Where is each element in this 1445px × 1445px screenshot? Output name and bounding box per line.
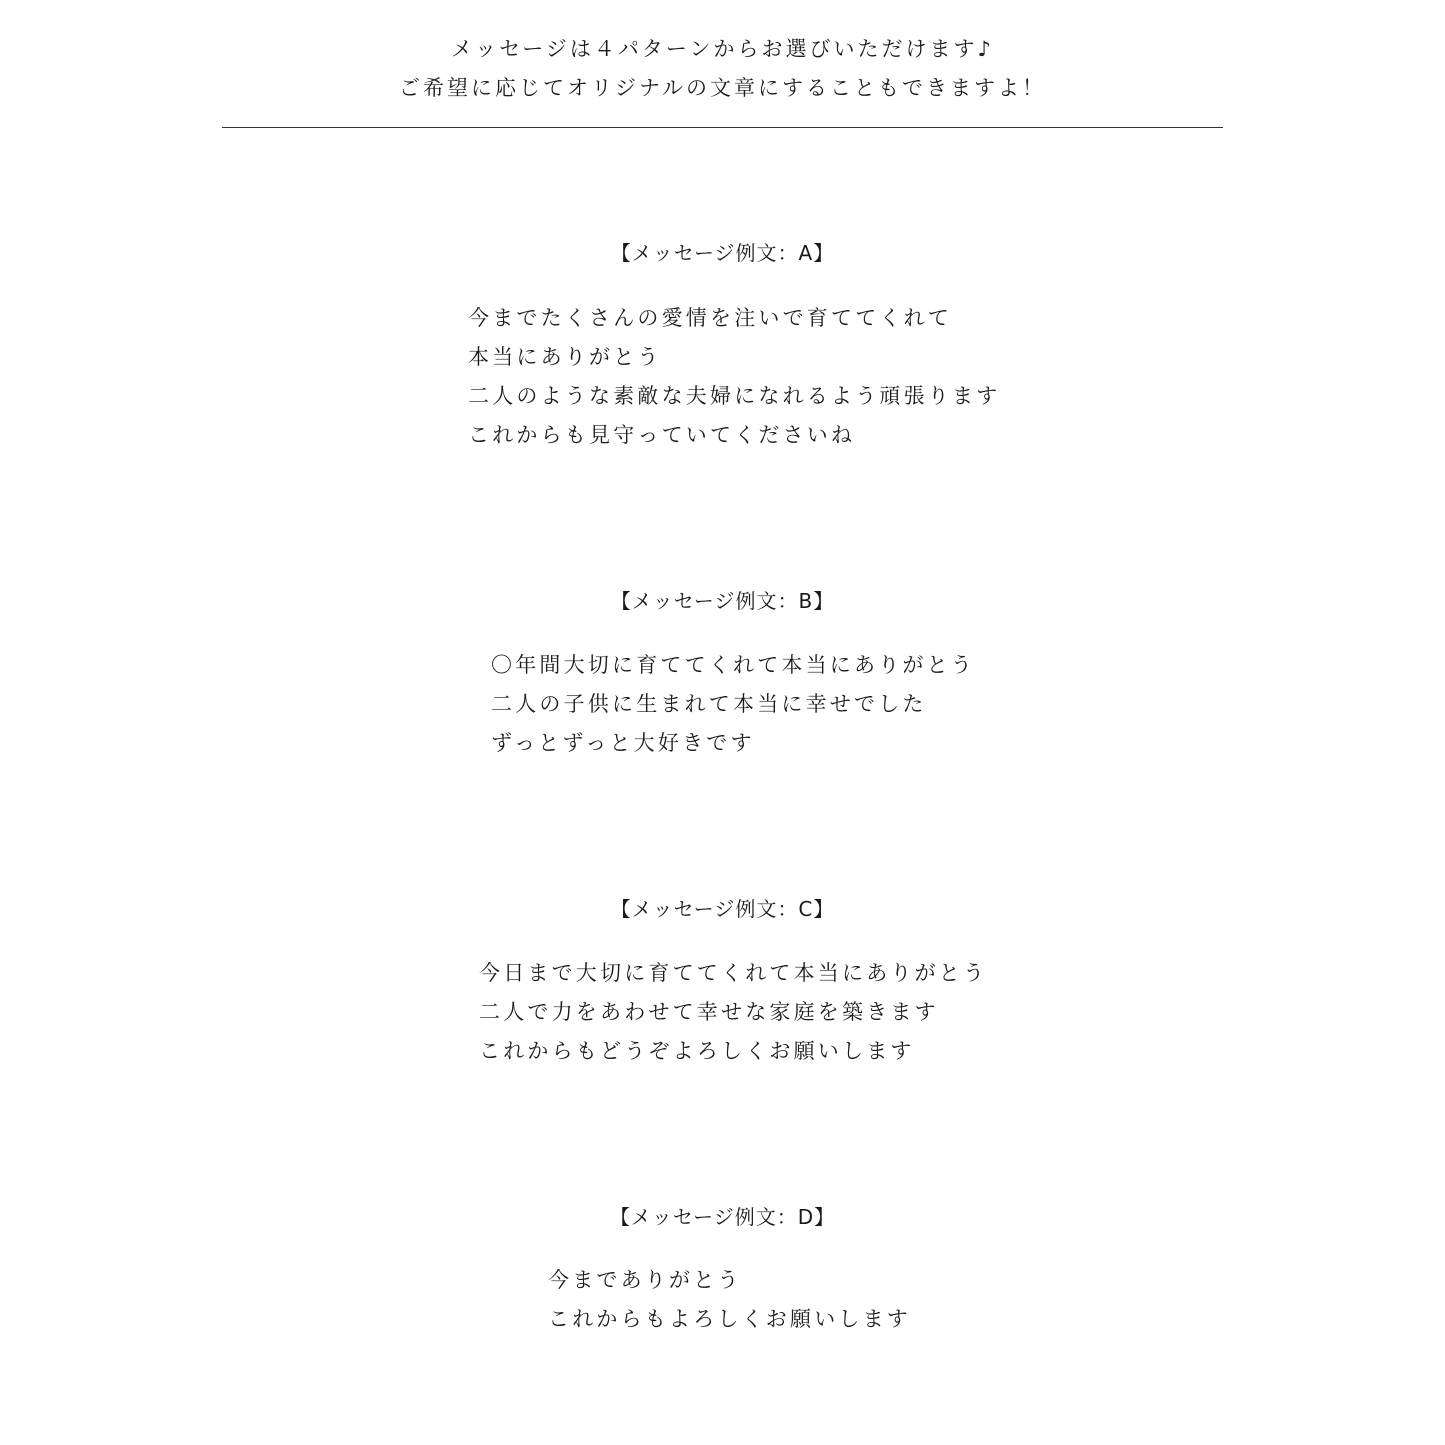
- message-line: 〇年間大切に育ててくれて本当にありがとう: [491, 653, 975, 677]
- message-line: 今日まで大切に育ててくれて本当にありがとう: [479, 961, 988, 985]
- example-d-heading: 【メッセージ例文：D】: [609, 1205, 836, 1229]
- intro-line-2: ご希望に応じてオリジナルの文章にすることもできますよ！: [399, 76, 1046, 100]
- divider: [222, 127, 1223, 128]
- example-b-message: [491, 646, 975, 763]
- example-a-message: [468, 299, 1000, 455]
- message-line: 今までありがとう: [548, 1268, 742, 1292]
- message-line: 二人のような素敵な夫婦になれるよう頑張ります: [468, 384, 1001, 408]
- example-b-heading: 【メッセージ例文：B】: [610, 589, 835, 613]
- example-c-message: [479, 954, 987, 1071]
- intro-text: [0, 30, 1445, 108]
- message-line: これからもどうぞよろしくお願いします: [479, 1039, 915, 1063]
- example-d-message: [548, 1261, 911, 1339]
- message-line: 二人で力をあわせて幸せな家庭を築きます: [479, 1000, 939, 1024]
- message-line: 本当にありがとう: [468, 345, 662, 369]
- message-line: これからもよろしくお願いします: [548, 1307, 911, 1331]
- message-line: 今までたくさんの愛情を注いで育ててくれて: [468, 306, 952, 330]
- intro-line-1: メッセージは４パターンからお選びいただけます♪: [451, 37, 994, 61]
- example-c-heading: 【メッセージ例文：C】: [610, 897, 835, 921]
- example-a-heading: 【メッセージ例文：A】: [610, 241, 835, 265]
- message-line: 二人の子供に生まれて本当に幸せでした: [491, 692, 927, 716]
- message-line: これからも見守っていてくださいね: [468, 423, 856, 447]
- message-line: ずっとずっと大好きです: [491, 731, 755, 755]
